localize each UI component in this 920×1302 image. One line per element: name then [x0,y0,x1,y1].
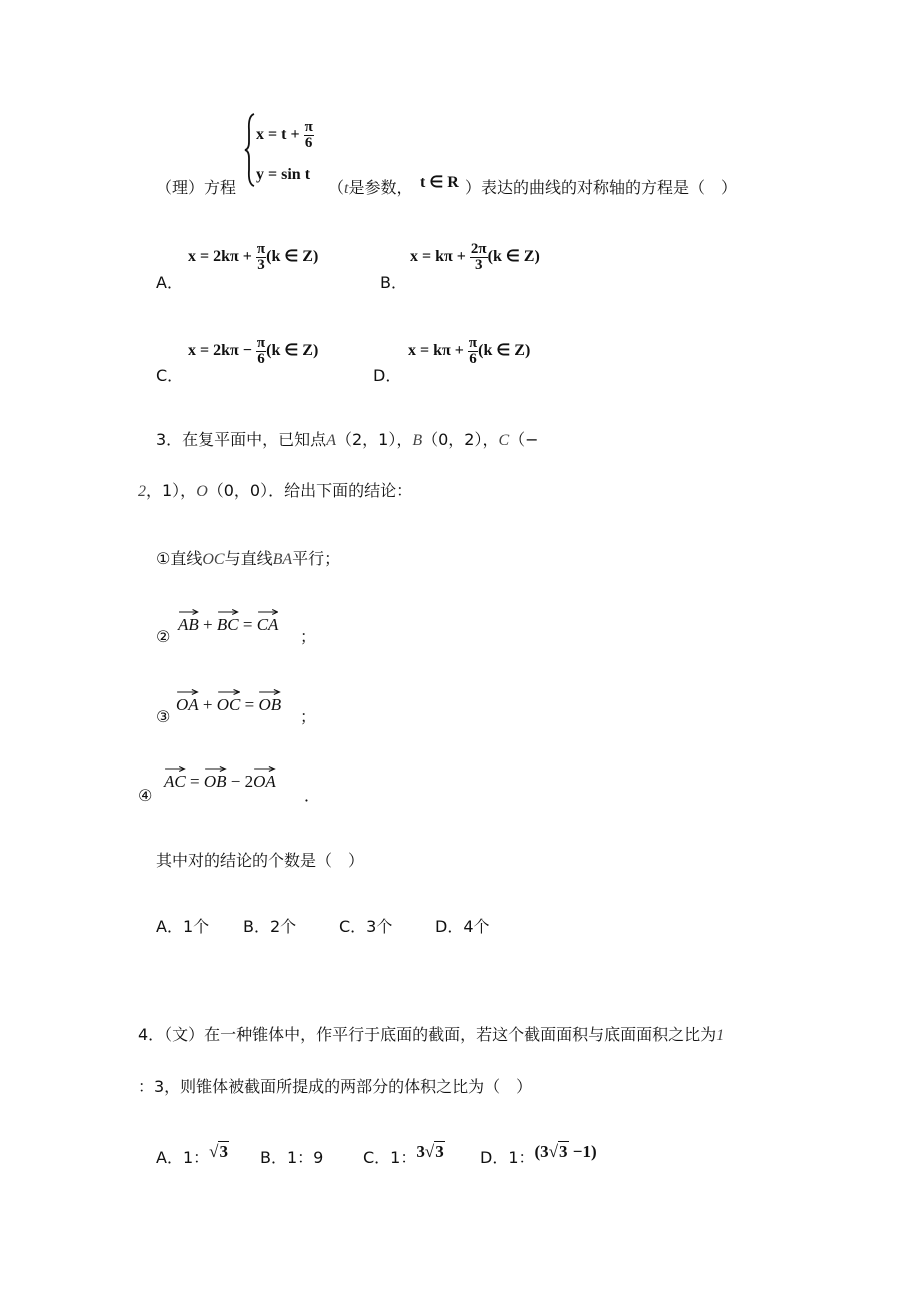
minus-two: − 2 [226,772,254,791]
q2-option-d-label: D． [373,366,402,385]
frac-num: 2π [470,241,487,257]
q4-option-a [156,1142,229,1168]
frac [470,242,488,273]
c1-marker: ①直线 [156,549,203,568]
vector-oa [253,766,276,792]
q2-option-a-math [188,242,318,273]
coords-c-start: （− [509,430,539,449]
vector-oa [176,689,199,715]
q3-option-d: D．4个 [435,917,490,936]
q2-option-c-math [188,336,318,367]
vector-ab-text: AB [178,615,199,634]
q3-line1 [156,430,539,451]
q2-option-c-label: C． [156,366,184,385]
q2-option-d-math [408,336,530,367]
coords-c-end: 2 [138,483,146,500]
q3-c2-expr [178,609,278,635]
q3-line2 [138,481,412,502]
coords-b: （0，2）， [422,430,499,449]
q3-option-b: B．2个 [243,917,297,936]
q4-line1 [138,1025,724,1046]
rhs: (k ∈ Z) [266,342,319,360]
point-o: O [196,483,208,500]
q3-c3-marker: ③ [156,707,171,726]
vector-ca-text: CA [256,615,279,634]
frac-num: π [256,335,266,351]
lhs: x = kπ + [408,342,468,360]
q2-system-line1-lhs: x = t + [256,126,304,144]
q4-option-b: B．1：9 [260,1148,324,1167]
close: −1) [568,1142,597,1161]
coef: 3 [416,1142,425,1161]
q3-conclusion-1 [156,549,340,570]
frac [468,336,478,367]
q2-param-text: 是参数， [348,178,413,197]
open: (3 [534,1142,549,1161]
vector-ob [258,689,281,715]
q2-suffix: ）表达的曲线的对称轴的方程是（ ） [465,178,738,197]
frac-den: 3 [257,257,265,273]
vector-bc-text: BC [216,615,239,634]
q4-option-a-label: A．1： [156,1148,210,1167]
vector-ab [178,609,199,635]
vector-oc [217,689,241,715]
rhs: (k ∈ Z) [478,342,531,360]
q4-option-d-label: D．1： [480,1148,535,1167]
point-c: C [498,432,510,449]
c1-mid: 与直线 [224,549,273,568]
q4-option-a-math: √3 [209,1142,228,1161]
plus: + [198,695,217,714]
frac-den: 6 [257,351,265,367]
vector-ca [257,609,279,635]
coords-o: （0，0）．给出下面的结论： [207,481,413,500]
frac-den: 6 [304,135,313,151]
equals: = [185,772,204,791]
c1-oc: OC [202,551,225,568]
lhs: x = 2kπ − [188,342,256,360]
equals: = [240,695,259,714]
q3-c2-marker: ② [156,627,171,646]
q2-system-line1-frac [304,120,314,151]
q2-domain: t ∈ R [420,174,459,191]
q4-line2: ：3，则锥体被截面所提成的两部分的体积之比为（ ） [138,1077,533,1096]
q2-param-var: t [344,180,349,197]
radicand: 3 [219,1142,228,1161]
c1-end: 平行； [292,549,341,568]
coords-a: （2，1）， [335,430,413,449]
q4-option-c-math: 3√3 [416,1142,444,1161]
vector-ob-text: OB [258,695,282,714]
frac-den: 6 [469,351,477,367]
coords-c-rest: ，1）， [146,481,197,500]
q2-option-b-math [410,242,540,273]
radicand: 3 [435,1142,444,1161]
q2-prefix: （理）方程 [156,178,237,197]
q3-c3-expr [176,689,281,715]
lhs: x = 2kπ + [188,248,256,266]
q4-line1-text: 4．（文）在一种锥体中，作平行于底面的截面，若这个截面面积与底面面积之比为 [138,1025,717,1044]
vector-oa-text: OA [253,772,276,791]
q3-c2-end: ； [300,627,317,646]
point-b: B [412,432,423,449]
equals: = [238,615,257,634]
lhs: x = kπ + [410,248,470,266]
vector-ob [204,766,227,792]
frac-num: π [256,241,266,257]
q3-option-a: A．1个 [156,917,210,936]
plus: + [198,615,217,634]
q4-line1-end: 1 [716,1027,725,1044]
point-a: A [326,432,336,449]
radicand: 3 [559,1142,568,1161]
vector-oa-text: OA [176,695,199,714]
q3-c3-end: ； [300,707,317,726]
q3-c4-marker: ④ [138,786,153,805]
frac-num: π [468,335,478,351]
q3-c4-expr [164,766,276,792]
q4-option-d-math: (3√3 −1) [534,1142,597,1161]
frac [256,242,266,273]
q3-option-c: C．3个 [339,917,393,936]
q4-option-d [480,1142,597,1168]
q3-question: 其中对的结论的个数是（ ） [156,851,365,870]
frac [256,336,266,367]
q3-intro: 3．在复平面中，已知点 [156,430,327,449]
frac-den: 3 [475,257,483,273]
c1-ba: BA [272,551,293,568]
vector-oc-text: OC [216,695,241,714]
q2-option-a-label: A． [156,273,183,292]
rhs: (k ∈ Z) [266,248,319,266]
vector-ac-text: AC [164,772,186,791]
vector-ob-text: OB [203,772,227,791]
vector-bc [217,609,239,635]
left-brace-icon [244,112,256,188]
q4-option-c-label: C．1： [363,1148,417,1167]
q2-param-group: （t是参数， [328,178,413,197]
q2-option-b-label: B． [380,273,407,292]
q4-option-c [363,1142,445,1168]
q3-c4-end: ． [304,786,321,805]
frac-num: π [304,119,313,135]
vector-ac [164,766,186,792]
q2-system-line2: y = sin t [256,166,311,183]
rhs: (k ∈ Z) [487,248,540,266]
q2-system-line1 [256,120,314,151]
